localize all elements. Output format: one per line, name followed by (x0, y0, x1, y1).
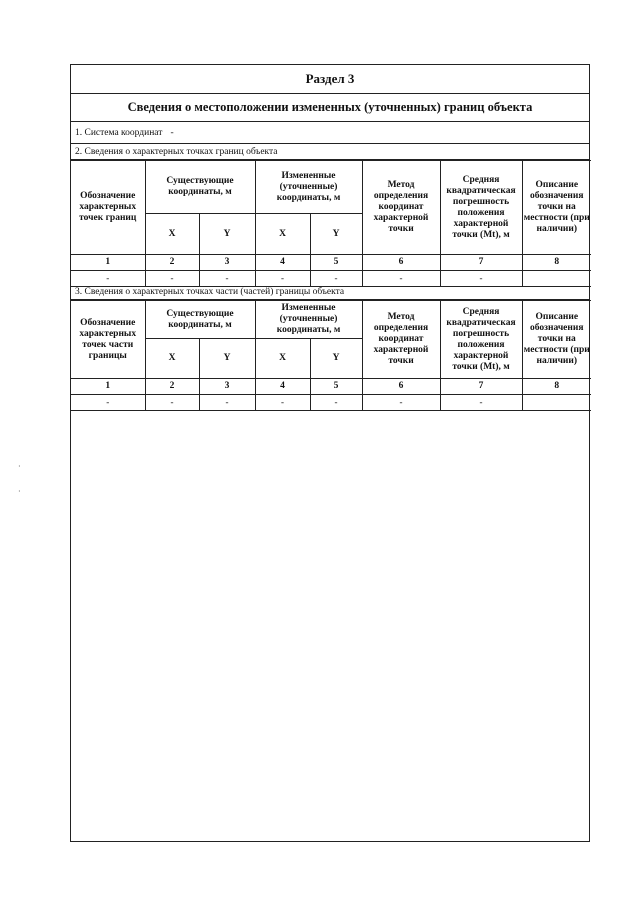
table2-col-number: 6 (362, 255, 440, 271)
coordinate-system-row (71, 122, 589, 144)
table2-col-number: 2 (145, 255, 199, 271)
table2-cell: - (199, 271, 255, 287)
table3-col-number: 3 (199, 379, 255, 395)
table2-cell: - (310, 271, 362, 287)
table3-header-error: Средняя квадратическая погрешность положения характерной точки (Mt), м (440, 301, 522, 379)
table3-header-designation: Обозначение характерных точек части границы (71, 301, 145, 379)
table2-header-existing: Существующие координаты, м (145, 161, 255, 214)
coordinate-system-label: 1. Система координат (75, 127, 163, 138)
table3-number-row (71, 379, 591, 395)
table2-col-number: 4 (255, 255, 310, 271)
table2-header-y-changed: Y (310, 214, 362, 255)
table3-cell: - (255, 395, 310, 411)
table2-header-designation: Обозначение характерных точек границ (71, 161, 145, 255)
table3-header-y-changed: Y (310, 339, 362, 379)
table2-header-x-changed: X (255, 214, 310, 255)
table2-col-number: 7 (440, 255, 522, 271)
table2-cell: - (145, 271, 199, 287)
table3-header-changed: Измененные (уточненные) координаты, м (255, 301, 362, 339)
table2-cell: - (255, 271, 310, 287)
table2-header-description: Описание обозначения точки на местности (при наличии) (522, 161, 591, 255)
table2-header-changed: Измененные (уточненные) координаты, м (255, 161, 362, 214)
table3-cell: - (71, 395, 145, 411)
table3-header-y-existing: Y (199, 339, 255, 379)
table3-col-number: 5 (310, 379, 362, 395)
document-frame (70, 64, 590, 842)
table3-col-number: 6 (362, 379, 440, 395)
table3-header-x-existing: X (145, 339, 199, 379)
table3-col-number: 1 (71, 379, 145, 395)
table3-col-number: 7 (440, 379, 522, 395)
table3-header-method: Метод определения координат характерной точки (362, 301, 440, 379)
table3-col-number: 8 (522, 379, 591, 395)
table2-col-number: 8 (522, 255, 591, 271)
table3-header-description: Описание обозначения точки на местности (при наличии) (522, 301, 591, 379)
table3-col-number: 2 (145, 379, 199, 395)
section-subtitle: Сведения о местоположении измененных (уточненных) границ объекта (71, 94, 589, 122)
table2-header-method: Метод определения координат характерной точки (362, 161, 440, 255)
table2 (71, 160, 591, 287)
scan-mark: · (18, 462, 21, 471)
table3-label: 3. Сведения о характерных точках части (частей) границы объекта (71, 284, 589, 300)
table3 (71, 300, 591, 411)
table2-cell: - (71, 271, 145, 287)
table3-cell: - (440, 395, 522, 411)
table3-cell (522, 395, 591, 411)
table2-col-number: 3 (199, 255, 255, 271)
table2-header-error: Средняя квадратическая погрешность положения характерной точки (Mt), м (440, 161, 522, 255)
table2-cell: - (362, 271, 440, 287)
table2-col-number: 5 (310, 255, 362, 271)
table2-label: 2. Сведения о характерных точках границ объекта (71, 144, 589, 160)
table3-cell: - (145, 395, 199, 411)
table2-cell: - (440, 271, 522, 287)
table2-header-x-existing: X (145, 214, 199, 255)
table3-col-number: 4 (255, 379, 310, 395)
table3-header-existing: Существующие координаты, м (145, 301, 255, 339)
table2-number-row (71, 255, 591, 271)
scan-mark: · (18, 487, 21, 496)
section-title: Раздел 3 (71, 65, 589, 94)
table3-header-x-changed: X (255, 339, 310, 379)
table2-col-number: 1 (71, 255, 145, 271)
table-row (71, 395, 591, 411)
coordinate-system-value: - (170, 127, 174, 138)
table3-cell: - (310, 395, 362, 411)
table3-cell: - (362, 395, 440, 411)
table3-cell: - (199, 395, 255, 411)
table2-header-y-existing: Y (199, 214, 255, 255)
